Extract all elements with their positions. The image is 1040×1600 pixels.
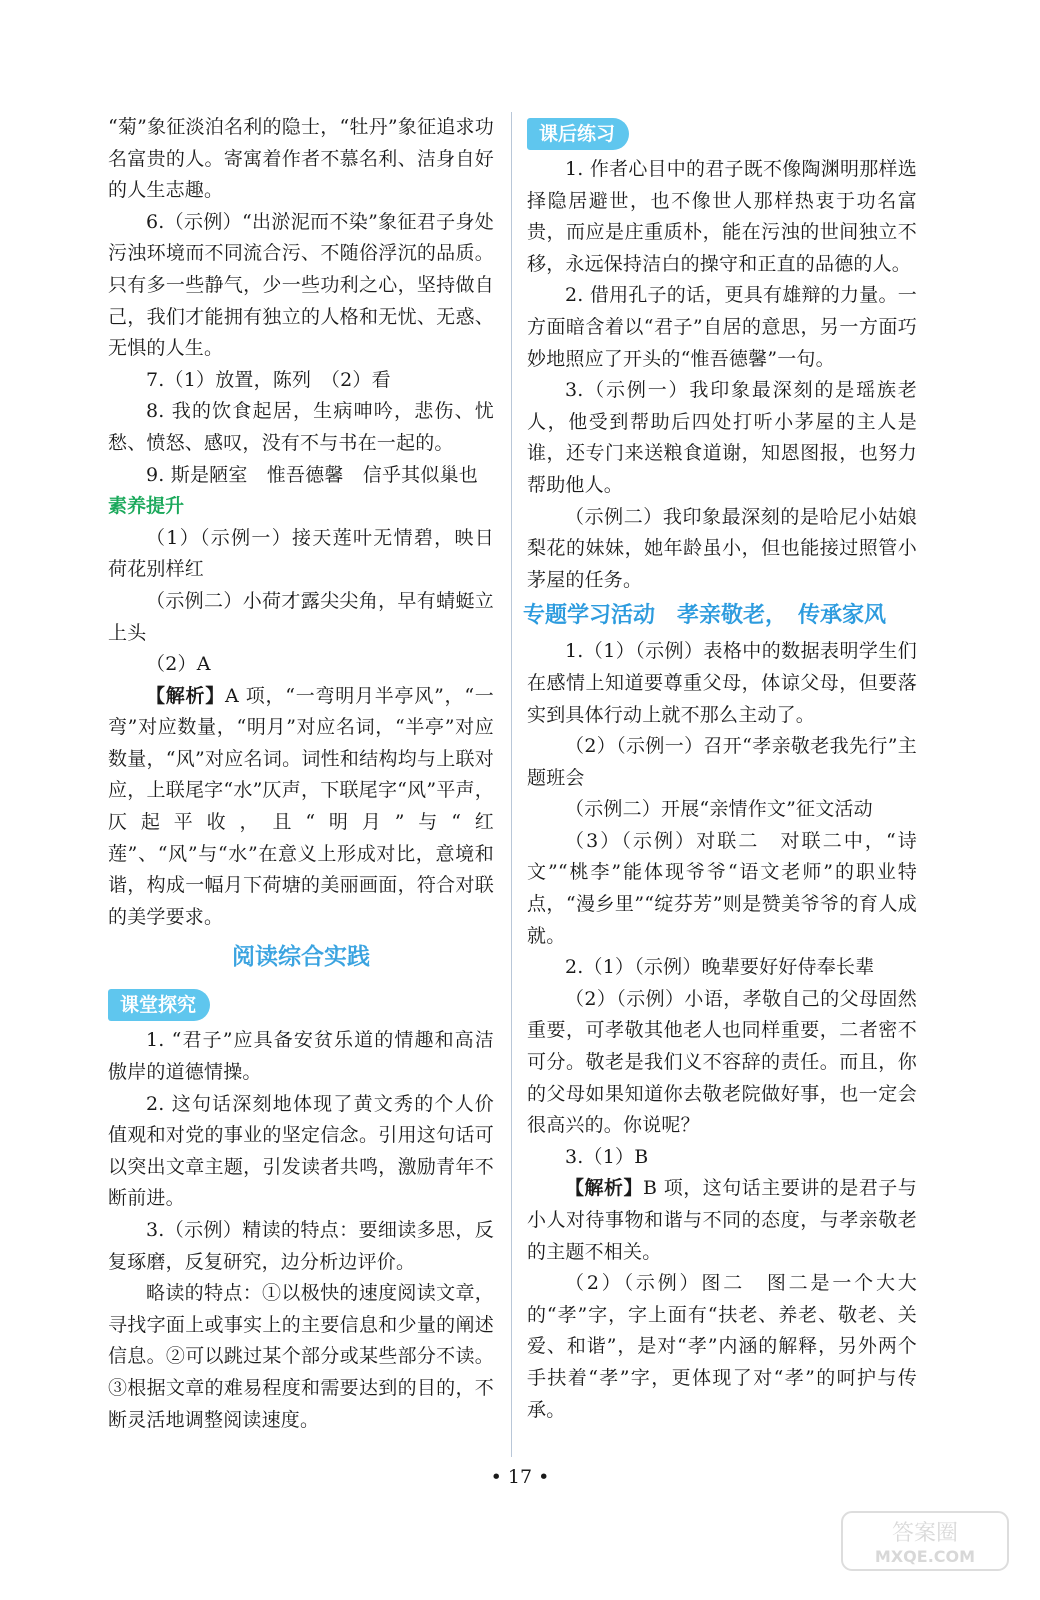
column-divider	[511, 112, 512, 1457]
kehou-example-2: （示例二）我印象最深刻的是哈尼小姑娘梨花的妹妹，她年龄虽小，但也能接过照管小茅屋的任务。	[527, 505, 917, 591]
topic-answer-1-2: （2）（示例一）召开“孝亲敬老我先行”主题班会	[527, 735, 917, 789]
topic-answer-2: 2.（1）（示例）晚辈要好好侍奉长辈	[565, 956, 875, 979]
analysis-paragraph	[108, 681, 494, 934]
analysis-text-right: B 项，这句话主要讲的是君子与小人对待事物和谐与不同的态度，与孝亲敬老的主题不相关。	[527, 1177, 917, 1263]
analysis-label: 【解析】	[146, 684, 226, 707]
watermark-logo	[840, 1510, 1010, 1572]
suyang-heading: 素养提升	[108, 495, 185, 518]
analysis-text: A 项，“一弯明月半亭风”，“一弯”对应数量，“明月”对应名词，“半亭”对应数量，“风”对应名词。词性和结构均与上联对应，上联尾字“水”仄声，下联尾字“风”平声，仄起平收，且“明月”与“红莲”、“风”与“水”在意义上形成对比，意境和谐，构成一幅月下荷塘的美丽画面，符合对联的美学要求。	[108, 684, 494, 928]
answer-9: 9. 斯是陋室 惟吾德馨 信乎其似巢也	[146, 463, 478, 486]
suyang-example-2: （示例二）小荷才露尖尖角，早有蜻蜓立上头	[108, 589, 494, 644]
topic-answer-1: 1.（1）（示例）表格中的数据表明学生们在感情上知道要尊重父母，体谅父母，但要落实到具体行动上就不那么主动了。	[527, 640, 917, 726]
analysis-label-right: 【解析】	[565, 1177, 644, 1200]
kehou-answer-1: 1. 作者心目中的君子既不像陶渊明那样选择隐居避世，也不像世人那样热衷于功名富贵，而应是庄重质朴，能在污浊的世间独立不移，永远保持洁白的操守和正直的品德的人。	[527, 158, 917, 275]
kehou-pill: 课后练习	[527, 118, 629, 150]
ketang-answer-1: 1. “君子”应具备安贫乐道的情趣和高洁傲岸的道德情操。	[108, 1029, 494, 1084]
ketang-answer-3b: 略读的特点：①以极快的速度阅读文章，寻找字面上或事实上的主要信息和少量的阐述信息。②可以跳过某个部分或某些部分不读。③根据文章的难易程度和需要达到的目的，不断灵活地调整阅读速度。	[108, 1282, 494, 1431]
kehou-answer-2: 2. 借用孔子的话，更具有雄辩的力量。一方面暗含着以“君子”自居的意思，另一方面巧妙地照应了开头的“惟吾德馨”一句。	[527, 284, 917, 370]
section-title: 阅读综合实践	[232, 944, 370, 971]
ketang-answer-3: 3.（示例）精读的特点：要细读多思，反复琢磨，反复研究，边分析边评价。	[108, 1219, 494, 1273]
topic-answer-3: 3.（1）B	[565, 1145, 649, 1168]
answer-6: 6.（示例）“出淤泥而不染”象征君子身处污浊环境而不同流合污、不随俗浮沉的品质。只有多一些静气，少一些功利之心，坚持做自己，我们才能拥有独立的人格和无忧、无惑、无惧的人生。	[108, 210, 494, 360]
answer-7: 7.（1）放置，陈列 （2）看	[146, 368, 391, 391]
topic-answer-1-3: （3）（示例）对联二 对联二中，“诗文”“桃李”能体现爷爷“语文老师”的职业特点，“漫乡里”“绽芬芳”则是赞美爷爷的育人成就。	[527, 829, 917, 947]
topic-title: 专题学习活动 孝亲敬老， 传承家风	[523, 603, 887, 629]
ketang-answer-2: 2. 这句话深刻地体现了黄文秀的个人价值观和对党的事业的坚定信念。引用这句话可以突出文章主题，引发读者共鸣，激励青年不断前进。	[108, 1092, 494, 1210]
topic-answer-2-2: （2）（示例）小语，孝敬自己的父母固然重要，可孝敬其他老人也同样重要，二者密不可分。敬老是我们义不容辞的责任。而且，你的父母如果知道你去敬老院做好事，也一定会很高兴的。你说呢？	[527, 987, 917, 1137]
right-column	[523, 112, 917, 1426]
svg-text:答案圈: 答案圈	[891, 1521, 959, 1546]
page-number: • 17 •	[490, 1466, 550, 1488]
analysis-paragraph-right	[527, 1173, 917, 1268]
kehou-answer-3: 3.（示例一）我印象最深刻的是瑶族老人，他受到帮助后四处打听小茅屋的主人是谁，还专门来送粮食道谢，知恩图报，也努力帮助他人。	[527, 379, 917, 496]
paragraph: “菊”象征淡泊名利的隐士，“牡丹”象征追求功名富贵的人。寄寓着作者不慕名利、洁身自好的人生志趣。	[108, 116, 494, 202]
left-column	[108, 112, 494, 1436]
topic-answer-3-2: （2）（示例）图二 图二是一个大大的“孝”字，字上面有“扶老、养老、敬老、关爱、和谐”，是对“孝”内涵的解释，另外两个手扶着“孝”字，更体现了对“孝”的呵护与传承。	[527, 1272, 917, 1421]
svg-text:MXQE.COM: MXQE.COM	[874, 1547, 976, 1566]
ketang-pill: 课堂探究	[108, 989, 210, 1021]
answer-8: 8. 我的饮食起居，生病呻吟，悲伤、忧愁、愤怒、感叹，没有不与书在一起的。	[108, 400, 494, 454]
suyang-answer-1: （1）（示例一）接天莲叶无情碧，映日荷花别样红	[108, 526, 494, 581]
topic-example-2: （示例二）开展“亲情作文”征文活动	[565, 798, 873, 821]
suyang-answer-2: （2）A	[146, 653, 211, 676]
